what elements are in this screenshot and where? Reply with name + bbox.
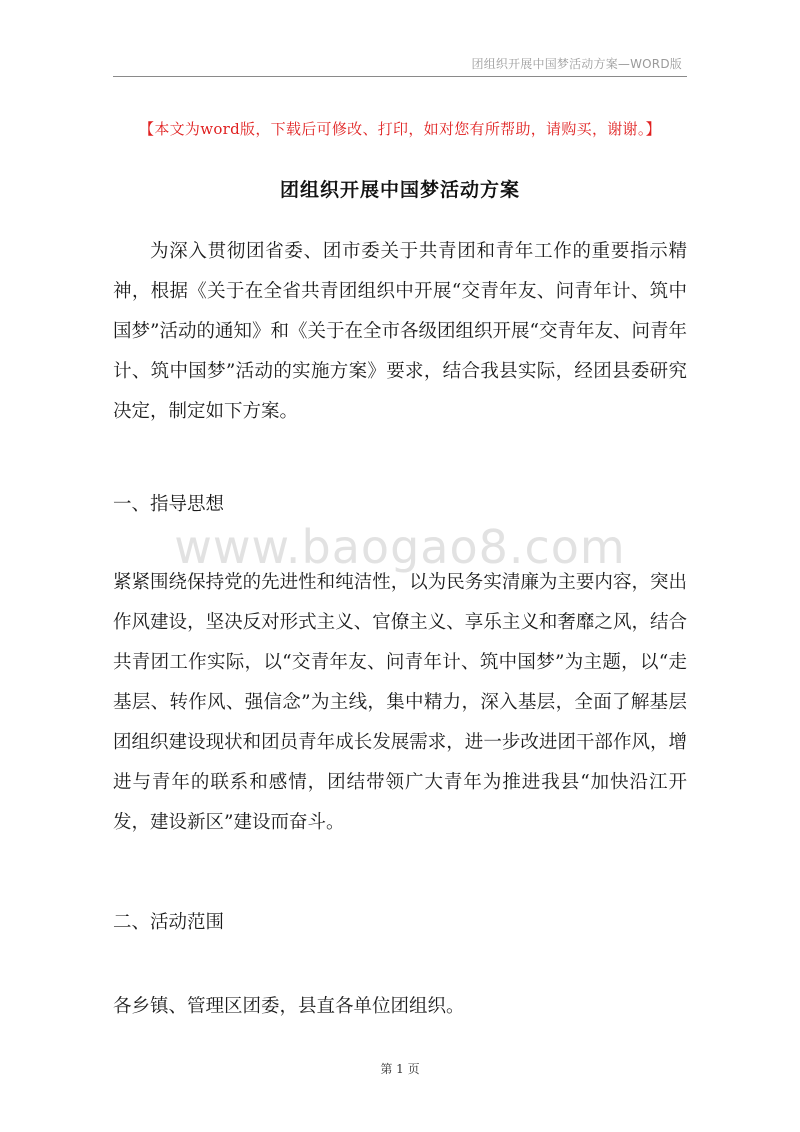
watermark: www.baogao8.com (174, 520, 626, 574)
section-body-guiding-ideology: 紧紧围绕保持党的先进性和纯洁性，以为民务实清廉为主要内容，突出作风建设，坚决反对形式主义、官僚主义、享乐主义和奢靡之风，结合共青团工作实际，以“交青年友、问青年计、筑中国梦”为主题，以“走基层、转作风、强信念”为主线，集中精力，深入基层，全面了解基层团组织建设现状和团员青年成长发展需求，进一步改进团干部作风，增进与青年的联系和感情，团结带领广大青年为推进我县“加快沿江开发，建设新区”建设而奋斗。 (113, 572, 687, 833)
section-heading-activity-scope: 二、活动范围 (113, 912, 225, 933)
header-divider (113, 76, 687, 77)
page-title: 团组织开展中国梦活动方案 (279, 179, 520, 201)
section-heading-guiding-ideology: 一、指导思想 (113, 494, 225, 515)
running-header: 团组织开展中国梦活动方案—WORD版 (471, 57, 682, 71)
section-body-activity-scope: 各乡镇、管理区团委，县直各单位团组织。 (113, 996, 465, 1017)
page-number: 第 1 页 (380, 1062, 420, 1076)
intro-paragraph: 为深入贯彻团省委、团市委关于共青团和青年工作的重要指示精神，根据《关于在全省共青团组织中开展“交青年友、问青年计、筑中国梦”活动的通知》和《关于在全市各级团组织开展“交青年友、问青年计、筑中国梦”活动的实施方案》要求，结合我县实际，经团县委研究决定，制定如下方案。 (113, 241, 687, 422)
purchase-notice: 【本文为word版，下载后可修改、打印，如对您有所帮助，请购买，谢谢。】 (139, 120, 661, 138)
